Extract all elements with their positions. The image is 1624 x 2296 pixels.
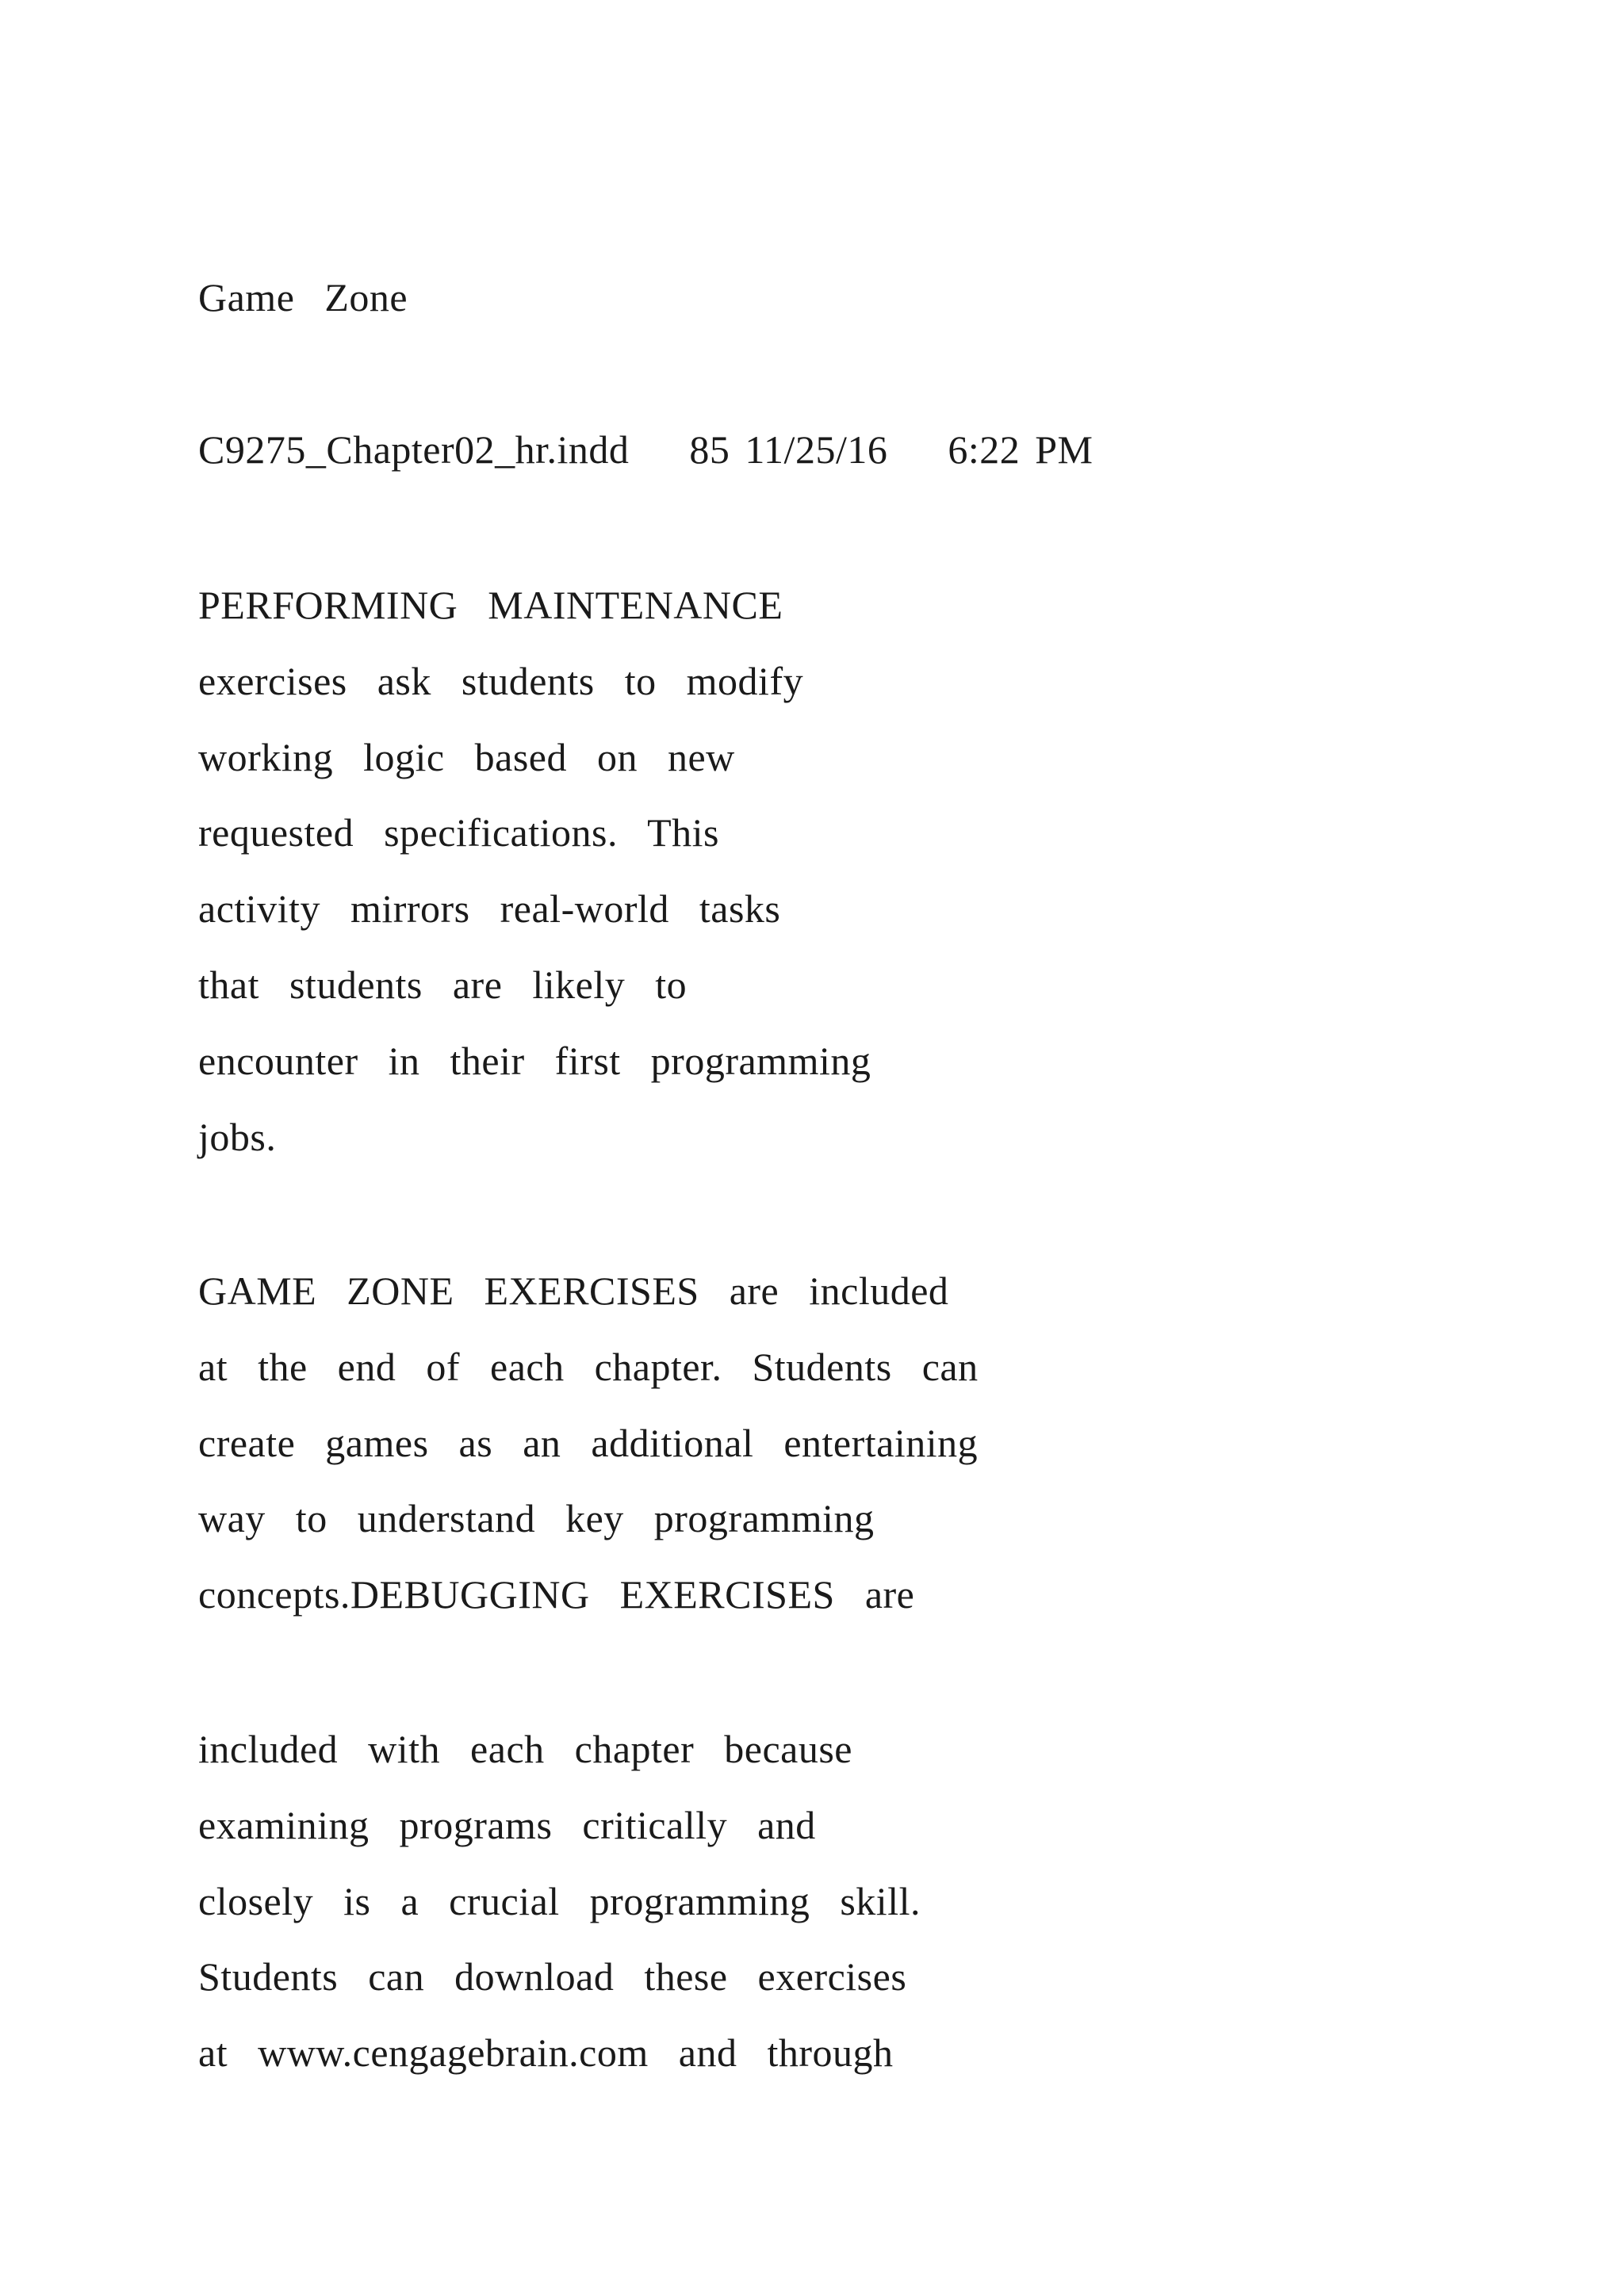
paragraph-line: working logic based on new (198, 735, 735, 779)
paragraph-line: way to understand key programming (198, 1496, 875, 1540)
paragraph-line: jobs. (198, 1115, 277, 1159)
paragraph-line: GAME ZONE EXERCISES are included (198, 1269, 949, 1313)
paragraph-line: examining programs critically and (198, 1803, 816, 1847)
paragraph-line: included with each chapter because (198, 1727, 852, 1771)
file-info-line: C9275_Chapter02_hr.indd 85 11/25/16 6:22 PM (198, 427, 1094, 472)
paragraph-line: activity mirrors real-world tasks (198, 886, 781, 931)
paragraph-line: requested specifications. This (198, 810, 719, 855)
paragraph-line: at the end of each chapter. Students can (198, 1345, 979, 1389)
paragraph-line: concepts.DEBUGGING EXERCISES are (198, 1572, 915, 1617)
paragraph-line: exercises ask students to modify (198, 659, 804, 703)
paragraph-line: closely is a crucial programming skill. (198, 1879, 921, 1923)
paragraph-line: encounter in their first programming (198, 1039, 871, 1083)
paragraph-line: Students can download these exercises (198, 1954, 907, 1999)
paragraph-line: at www.cengagebrain.com and through (198, 2030, 894, 2075)
document-heading: Game Zone (198, 275, 408, 320)
paragraph-line: PERFORMING MAINTENANCE (198, 583, 783, 627)
paragraph-line: that students are likely to (198, 962, 688, 1007)
paragraph-line: create games as an additional entertaining (198, 1421, 979, 1465)
